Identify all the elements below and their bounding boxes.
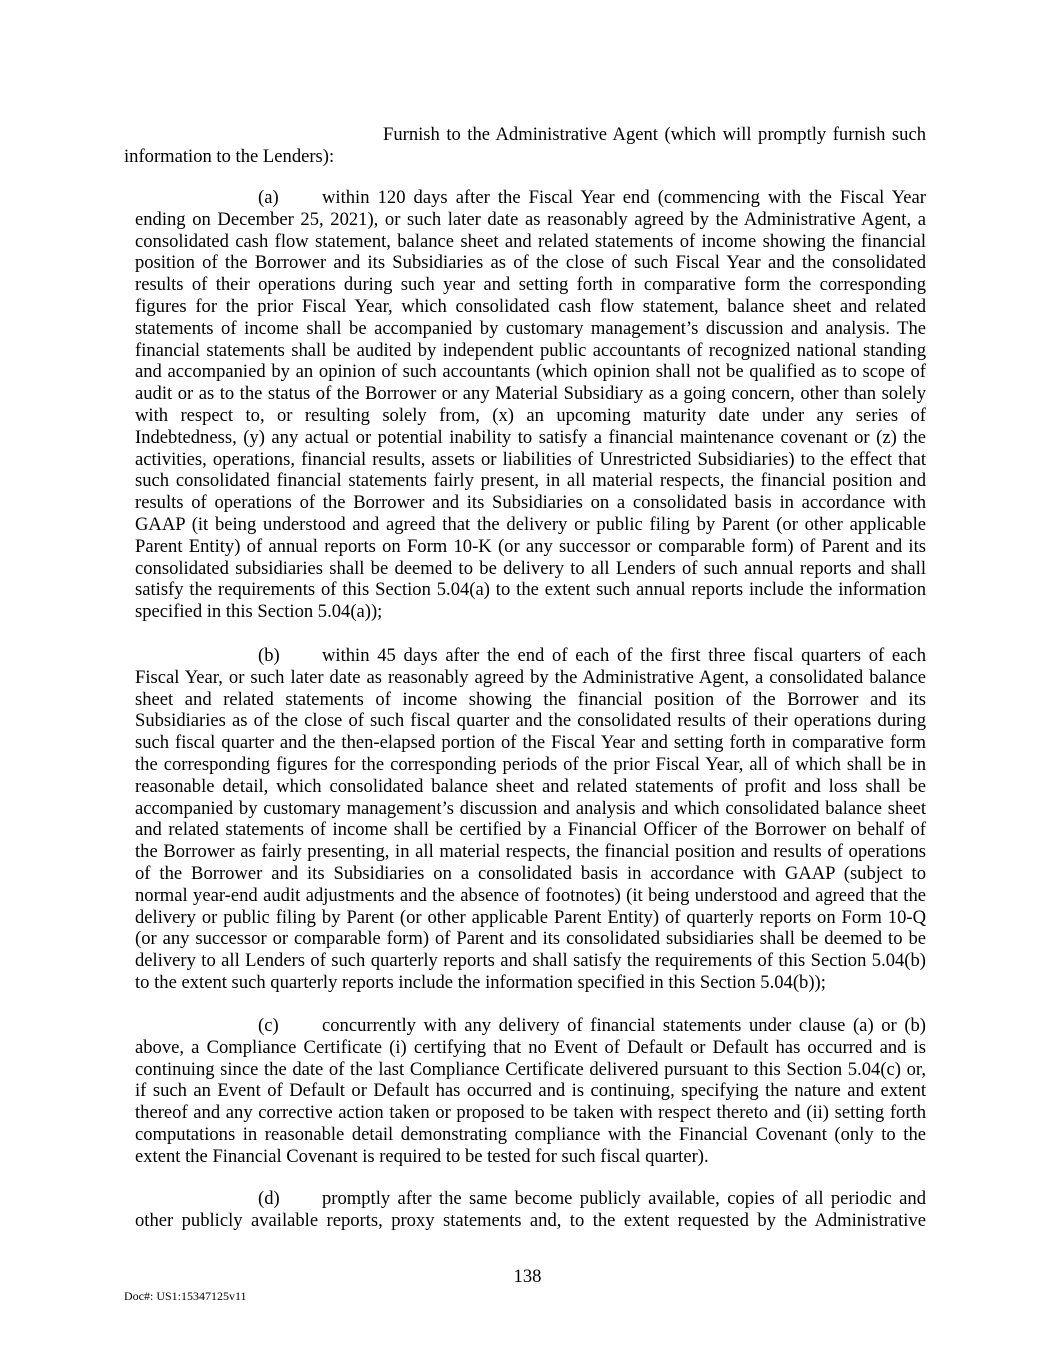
clause-first-row <box>135 1188 926 1210</box>
clause-line: GAAP (it being understood and agreed that the delivery or public filing by Parent (or other applicable <box>135 513 926 535</box>
clause-line: Parent Entity) of annual reports on Form 10-K (or any successor or comparable form) of Parent and its <box>135 535 926 557</box>
intro-paragraph <box>124 124 926 168</box>
clause-label: (d) <box>258 1188 280 1209</box>
clause-line: satisfy the requirements of this Section 5.04(a) to the extent such annual reports include the information <box>135 579 926 601</box>
clause-c <box>135 1015 926 1168</box>
clause-line: delivery or public filing by Parent (or other applicable Parent Entity) of quarterly reports on Form 10-Q <box>135 906 926 928</box>
clause-line: results of their operations during such year and setting forth in comparative form the corresponding <box>135 274 926 296</box>
clause-line: and accompanied by an opinion of such accountants (which opinion shall not be qualified as to scope of <box>135 361 926 383</box>
clause-line: Fiscal Year, or such later date as reasonably agreed by the Administrative Agent, a consolidated balance <box>135 666 926 688</box>
clause-line: computations in reasonable detail demonstrating compliance with the Financial Covenant (only to the <box>135 1123 926 1145</box>
clause-line: the Borrower as fairly presenting, in all material respects, the financial position and results of operations <box>135 841 926 863</box>
clause-line: audit or as to the status of the Borrower or any Material Subsidiary as a going concern, other than solely <box>135 383 926 405</box>
clause-line: other publicly available reports, proxy statements and, to the extent requested by the Administrative <box>135 1209 926 1231</box>
clause-b <box>135 645 926 994</box>
clause-line: the corresponding figures for the corresponding periods of the prior Fiscal Year, all of which shall be in <box>135 753 926 775</box>
clause-d <box>135 1188 926 1232</box>
intro-line: information to the Lenders): <box>124 145 335 167</box>
intro-line: Furnish to the Administrative Agent (which will promptly furnish such <box>383 124 926 145</box>
clause-line: continuing since the date of the last Compliance Certificate delivered pursuant to this Section 5.04(c) or, <box>135 1058 926 1080</box>
clause-line: Subsidiaries as of the close of such fiscal quarter and the consolidated results of their operations during <box>135 710 926 732</box>
clause-line: delivery to all Lenders of such quarterly reports and shall satisfy the requirements of this Section 5.04(b) <box>135 950 926 972</box>
doc-id: Doc#: US1:15347125v11 <box>124 1289 247 1303</box>
clause-line: Indebtedness, (y) any actual or potential inability to satisfy a financial maintenance covenant or (z) the <box>135 426 926 448</box>
clause-line: results of operations of the Borrower and its Subsidiaries on a consolidated basis in accordance with <box>135 492 926 514</box>
clause-line: financial statements shall be audited by independent public accountants of recognized national standing <box>135 339 926 361</box>
clause-line: consolidated subsidiaries shall be deemed to be delivery to all Lenders of such annual reports and shall <box>135 557 926 579</box>
clause-line: promptly after the same become publicly available, copies of all periodic and <box>322 1188 926 1209</box>
clause-line: and related statements of income shall be certified by a Financial Officer of the Borrower on behalf of <box>135 819 926 841</box>
clause-first-row <box>135 1015 926 1037</box>
clause-label: (c) <box>258 1015 279 1036</box>
clause-line: accompanied by customary management’s discussion and analysis and which consolidated balance sheet <box>135 797 926 819</box>
page-number: 138 <box>513 1266 542 1287</box>
clause-label: (b) <box>258 645 280 666</box>
clause-line: activities, operations, financial results, assets or liabilities of Unrestricted Subsidiaries) to the effect that <box>135 448 926 470</box>
clause-line: such fiscal quarter and the then-elapsed portion of the Fiscal Year and setting forth in comparative form <box>135 732 926 754</box>
clause-line: within 120 days after the Fiscal Year end (commencing with the Fiscal Year <box>322 187 926 208</box>
clause-line: within 45 days after the end of each of the first three fiscal quarters of each <box>322 645 926 666</box>
clause-line: consolidated cash flow statement, balance sheet and related statements of income showing the financial <box>135 230 926 252</box>
clause-line: of the Borrower and its Subsidiaries on a consolidated basis in accordance with GAAP (subject to <box>135 862 926 884</box>
clause-line: thereof and any corrective action taken or proposed to be taken with respect thereto and (ii) setting forth <box>135 1102 926 1124</box>
clause-line: position of the Borrower and its Subsidiaries as of the close of such Fiscal Year and the consolidated <box>135 252 926 274</box>
clause-line: concurrently with any delivery of financial statements under clause (a) or (b) <box>322 1015 926 1036</box>
clause-first-row <box>135 187 926 209</box>
clause-line: statements of income shall be accompanied by customary management’s discussion and analysis. The <box>135 317 926 339</box>
clause-line: extent the Financial Covenant is required to be tested for such fiscal quarter). <box>135 1145 709 1167</box>
clause-line: (or any successor or comparable form) of Parent and its consolidated subsidiaries shall be deemed to be <box>135 928 926 950</box>
clause-line: reasonable detail, which consolidated balance sheet and related statements of profit and loss shall be <box>135 775 926 797</box>
clause-line: ending on December 25, 2021), or such later date as reasonably agreed by the Administrative Agent, a <box>135 208 926 230</box>
clause-line: to the extent such quarterly reports include the information specified in this Section 5.04(b)); <box>135 971 826 993</box>
clause-a <box>135 187 926 623</box>
clause-first-row <box>135 645 926 667</box>
clause-line: sheet and related statements of income showing the financial position of the Borrower and its <box>135 688 926 710</box>
clause-line: with respect to, or resulting solely from, (x) an upcoming maturity date under any series of <box>135 404 926 426</box>
clause-line: figures for the prior Fiscal Year, which consolidated cash flow statement, balance sheet and related <box>135 295 926 317</box>
clause-line: normal year-end audit adjustments and the absence of footnotes) (it being understood and agreed that the <box>135 884 926 906</box>
clause-line: such consolidated financial statements fairly present, in all material respects, the financial position and <box>135 470 926 492</box>
clause-line: above, a Compliance Certificate (i) certifying that no Event of Default or Default has occurred and is <box>135 1036 926 1058</box>
clause-line: specified in this Section 5.04(a)); <box>135 601 383 623</box>
clause-line: if such an Event of Default or Default has occurred and is continuing, specifying the nature and extent <box>135 1080 926 1102</box>
clause-label: (a) <box>258 187 279 208</box>
